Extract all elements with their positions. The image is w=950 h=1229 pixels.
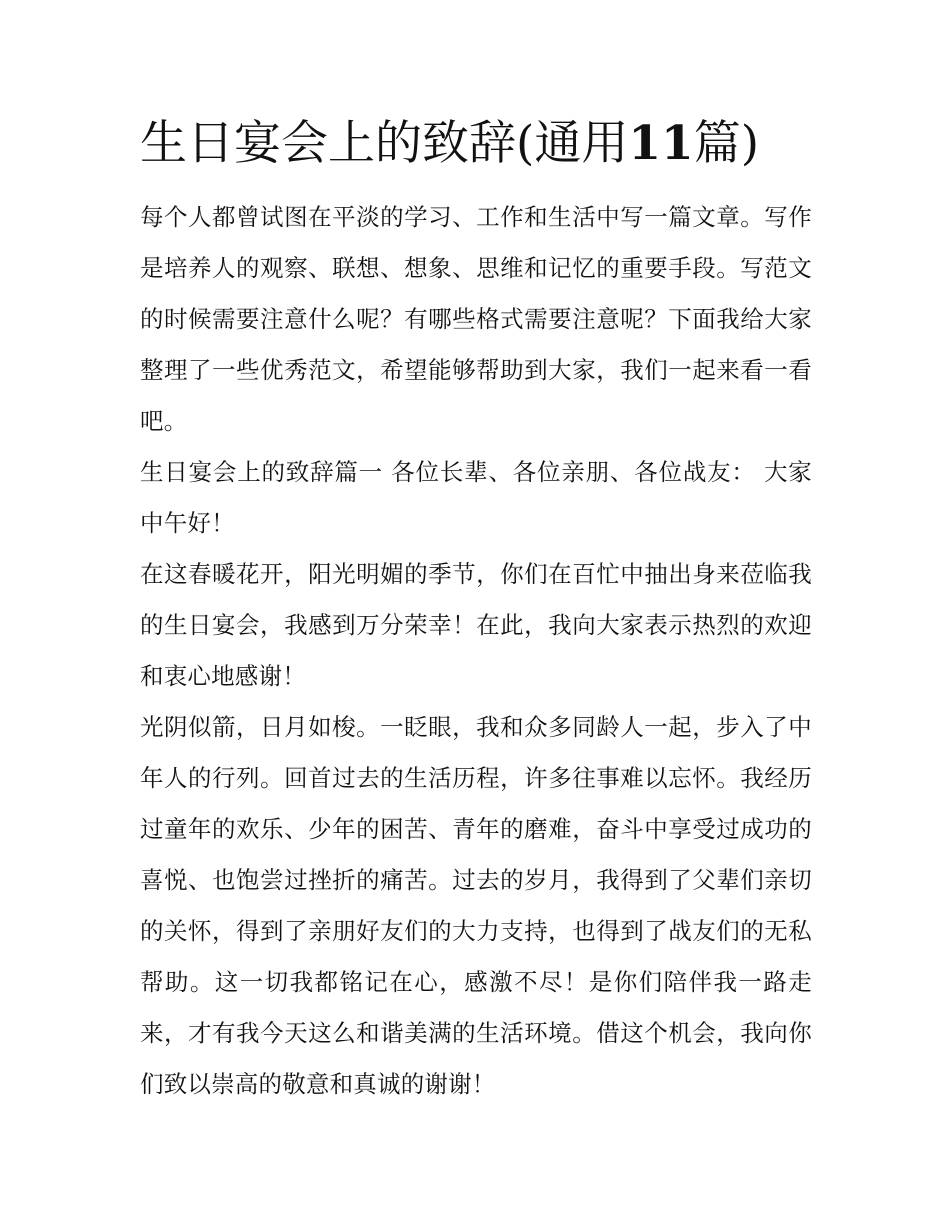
paragraph-welcome: 在这春暖花开，阳光明媚的季节，你们在百忙中抽出身来莅临我的生日宴会，我感到万分荣幸！在此，我向大家表示热烈的欢迎和衷心地感谢！ [140,560,812,690]
paragraph-greeting: 生日宴会上的致辞篇一 各位长辈、各位亲朋、各位战友： 大家中午好！ [140,458,812,537]
document-page [140,112,812,1110]
paragraph-intro: 每个人都曾试图在平淡的学习、工作和生活中写一篇文章。写作是培养人的观察、联想、想象、思维和记忆的重要手段。写范文的时候需要注意什么呢？有哪些格式需要注意呢？下面我给大家整理了一些优秀范文，希望能够帮助到大家，我们一起来看一看吧。 [140,203,812,435]
paragraph-reflection: 光阴似箭，日月如梭。一眨眼，我和众多同龄人一起，步入了中年人的行列。回首过去的生活历程，许多往事难以忘怀。我经历过童年的欢乐、少年的困苦、青年的磨难，奋斗中享受过成功的喜悦、也饱尝过挫折的痛苦。过去的岁月，我得到了父辈们亲切的关怀，得到了亲朋好友们的大力支持，也得到了战友们的无私帮助。这一切我都铭记在心，感激不尽！是你们陪伴我一路走来，才有我今天这么和谐美满的生活环境。借这个机会，我向你们致以崇高的敬意和真诚的谢谢！ [140,713,812,1098]
document-title: 生日宴会上的致辞(通用11篇) [140,116,760,171]
